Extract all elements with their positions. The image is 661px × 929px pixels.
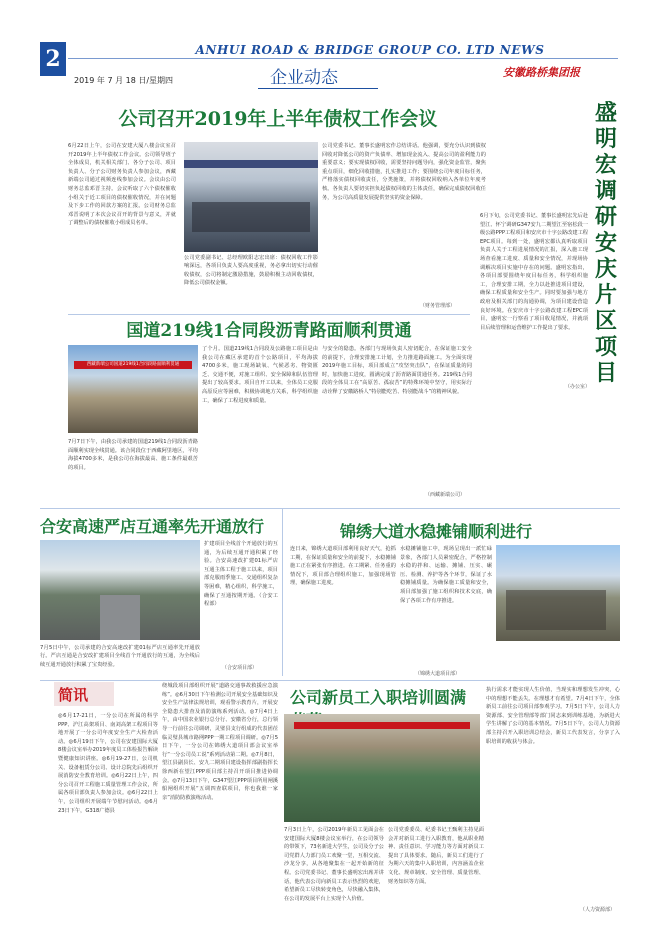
- article3-headline: 合安高速严店互通率先开通放行: [40, 517, 265, 536]
- briefs-title: 简讯: [58, 686, 89, 704]
- briefs-divider: [40, 680, 620, 681]
- article5-body-col1: 7月3日上午，公司2019年新员工见面会在安建国际大厦8楼会议室举行，在公司领导的带领下，73名新进大学生，公司及分子公司党群人力部门员工欢聚一堂，互相交流、沙龙分享，从各地聚集在一起开始新的征程。公司党委书记、董事长盛明宏出席并讲话，他代表公司向新员工表示热烈的欢迎，希望新员工尽快转变角色，尽快融入集体，在公司的发展平台上实现个人价值。: [284, 827, 384, 902]
- article3-divider: [40, 508, 620, 509]
- section-title: 企业动态: [270, 68, 338, 88]
- article4-divider: [282, 508, 283, 676]
- article5-body-col3: 执行需求才能实现人生价值，当现实和理想发生冲突，心中的理想不能丢失。在理想才有希望。7月4日下午，全体新员工前往公司项目部参观学习。7月5日下午，公司人力资源部、安全管理部等部门同志来到训练基地，为新进大学生讲解了公司的基本情况。7月5日下午，公司人力资源部主持召开入职培训总结会，新员工代表发言，分享了入职培训的收获与体会。: [486, 687, 620, 745]
- sidebar-title: 盛明宏调研安庆片区项目: [594, 100, 617, 386]
- article3-source: （合安项目部）: [222, 665, 258, 671]
- article4-source: （锦绣大道项目部）: [415, 671, 461, 677]
- page-number: 2: [45, 46, 61, 72]
- article1-body-col1: 6月22日上午，公司在安建大厦八楼会议室召开2019年上半年债权工作会议。公司领导班子全体成员，机关相关部门、各分子公司、项目负责人、分子公司财务负责人参加会议，西藏新端公司通过视频连线参加会议。会议由公司财务总监邓晋主持。会议听取了六个债权催收小组关于近工项目的债权催收情况，并在问题及下步工作的回款方案的汇报。公司财务总监邓晋说明了本次会议召开的背景与意义，并就了调整后的债权催收小组成员名单。: [68, 143, 176, 227]
- sidebar-body: 6月下旬，公司党委书记、董事长盛明宏先后赴望江、怀宁调研G347安九二期望江至宿松段一级公路PPP工程项目和安庆市十字公路改建工程EPC项目。每到一处，盛明宏都认真听取项目负责人关于工程进展情况的汇报，深入施工现场查看施工进度、质量和安全情况，并现场协调解决项目实施中存在的问题。盛明宏指出，各项目部要围绕年度目标任务，科学组织施工，合理安排工期，全力以赴推进项目建设，确保工程质量和安全生产。同时要加强与地方政府及相关部门的沟通协调，为项目建设营造良好环境。在安庆市十字公路改建工程EPC项目，盛明宏一行察看了项目收尾情况，并就项目后续管理和运营维护工作提出了要求。: [480, 213, 588, 331]
- article2-photo: [68, 345, 198, 433]
- article4-body-col1: 连日来，锦绣大道项目部利用良好天气，抢抓工期，在保证质量和安全的前提下，水稳摊铺施工正在紧张有序推进。在工期紧、任务重的情况下，项目部合理组织施工，加强现场管理，确保施工进度。: [290, 546, 396, 587]
- article1-headline: 公司召开2019年上半年债权工作会议: [118, 108, 438, 130]
- issue-date: 2019 年 7 月 18 日/星期四: [74, 76, 174, 85]
- article4-photo: [496, 545, 620, 641]
- article4-body-col2: 水稳摊铺施工中，现场呈现出一派忙碌景象，各部门人员紧密配合，严格控制水稳的拌和、运输、摊铺、压实、碾压、检测、养护等各个环节，保证了水稳摊铺质量。为确保施工质量和安全，项目部加强了施工组织和技术交底，确保了各项工作有序推进。: [400, 546, 492, 604]
- briefs-col1: ◎6月17-21日，一分公司在所属的科学PPP、沪江高架项目、南刘高架工程项目等地开展了一分公司年度安全生产大检查活动。◎6月19日下午，公司在安建国际大厦8楼会议室举办2019年度员工体检报告解读暨健康知识讲座。◎6月19-27日，公司机关、设备租赁分公司、设计总院先后组织开展消防安全教育培训。◎6月22日上午，四分公司召开工程施工质量管理工作会议，所属各项目部负责人参加会议。◎6月22日上午，公司组织开展端午节慰问活动。◎6月23日下午，G318广德县: [58, 713, 158, 814]
- article3-photo-caption: 7月5日中午，公司承建的合安高速改扩建01标严店互通率先开通放行。严店互通是合安改扩建项目全线首个开通放行的互通，为全线后续互通开通放行积累了宝贵经验。: [40, 645, 200, 668]
- article2-body-col1: 7月7日下午，由我公司承建的国道219线1合同段沥青路面顺利实现全线贯通。该合同段位于西藏阿里地区，平均海拔4700多米，是我公司在海拔最高、施工条件最艰苦的项目。: [68, 439, 198, 471]
- article3-photo: [40, 540, 200, 640]
- article3-body: 扩建项目全线首个开通放行的互通，为后续互通开通积累了经验。合安高速改扩建01标严店互通主体工程于施工以来，项目部克服雨季施工、交通组织复杂等困难，精心组织，科学施工，确保了互通按期开通。（合安工程部）: [204, 541, 278, 608]
- article5-photo: [284, 714, 480, 822]
- article2-body-col3: 与安全的隐患。各部门与现场负责人密切配合，在保证施工安全的前提下，合理安排施工计划，全力推进路面施工。为全面实现2019年施工目标，项目部成立“攻坚突击队”，在保证质量的同时，加快施工进度，圆满完成了沥青路面贯通任务。219线1合同段的全体员工在“高原苦、孤寂苦”的特殊环境中坚守，用实际行动诠释了安徽路桥人“特别能吃苦、特别能战斗”的精神风貌。: [322, 346, 472, 395]
- article1-body-col2: 公司党委书记、董事长盛明宏作总结讲话。他强调，要充分认识到债权回收对降低公司的资产负债率、增加现金流入、提高公司的盈利能力的重要意义；要实现债权回收，需要坚持问题导向，强化资金监管，聚焦重点项目，细化回收措施，扎实推进工作；要围绕公司年度目标任务，严格落实债权回收责任，分类施策，并将债权回收纳入各单位年度考核。各负责人要切实担负起债权回收的主体责任，确保完成债权回收任务，为公司高质量发展提供坚实的资金保障。: [322, 143, 486, 201]
- sidebar-source: （办公室）: [565, 384, 591, 390]
- briefs-col2: 绕城段项目部组织开展“道路交通事故救援应急演练”。◎6月30日下午检测公司开展安全基础知识及安全生产法律法规培训，观看警示教育片，开展安全隐患大排查及消防演练系列活动。◎7月4日上午，由中国农业银行总分行、安徽省分行，总行领导一行前往公司调研，灵璧县支行组成的代表团莅临灵璧县城市路网PPP一期工程项目调研。◎7月5日下午，一分公司在锦绣大道项目部会议室举行“一分公司员工说”系列活动第二期。◎7月8日，望江县副县长、安九二期项目建设指挥部副指挥长徐西新在望江PPP项目部主持召开项目推进协调会。◎7月13日下午，G347望江PPP项目所用闸溪船闸组织开展“五调四查联项目，你也我谁一家亲”消防防救演练活动。: [162, 683, 278, 801]
- article1-photo: [184, 142, 318, 252]
- paper-name: ANHUI ROAD & BRIDGE GROUP CO. LTD NEWS: [195, 43, 545, 57]
- article1-source: （财务管理部）: [420, 303, 456, 309]
- article2-body-col2: 了个月。国道219线1合同段及公路施工项目是由我公司在藏区承建的首个公路项目，平均海拔4700多米，施工现场缺氧、气候恶劣、物资匮乏、交通不便，对施工组织、安全保障和队伍管理提出了较高要求。项目自开工以来，全体员工克服高原反应等困难，积极协调地方关系，科学组织施工，确保了工程进度和质量。: [202, 346, 318, 404]
- article5-body-col2: 公司党委委员、纪委书记王甄利主持见面会并对新员工进行入职教育，他从职业精神、责任意识、学习能力等方面对新员工提出了具体要求。随后，新员工们进行了为期六天的集中入职培训，内容涵盖企业文化、规章制度、安全管理、质量管理、财务知识等方面。: [388, 827, 484, 885]
- article2-divider: [68, 314, 470, 315]
- article1-photo-caption: 公司党委副书记、总经理欧阳志宏出席：债权回收工作影响深远，各项目负责人要高度重视，务必拿出切实行动催收债权，公司将制定激励措施，鼓励积极主动回收债权，降低公司债权金额。: [184, 255, 318, 287]
- article2-photo-banner: 西藏新端公司国道219线1合同段路面顺利贯通: [74, 361, 192, 369]
- article4-headline: 锦绣大道水稳摊铺顺利进行: [340, 522, 533, 541]
- section-rule: [258, 88, 378, 89]
- article5-headline: 公司新员工入职培训圆满: [290, 688, 467, 707]
- article5-source: （人力资源部）: [580, 907, 616, 913]
- article2-source: （西藏新端公司）: [425, 492, 466, 498]
- brand-logo: 安徽路桥集团报: [503, 66, 580, 79]
- article2-headline: 国道219线1合同段沥青路面顺利贯通: [126, 321, 412, 341]
- header-rule: [68, 58, 618, 59]
